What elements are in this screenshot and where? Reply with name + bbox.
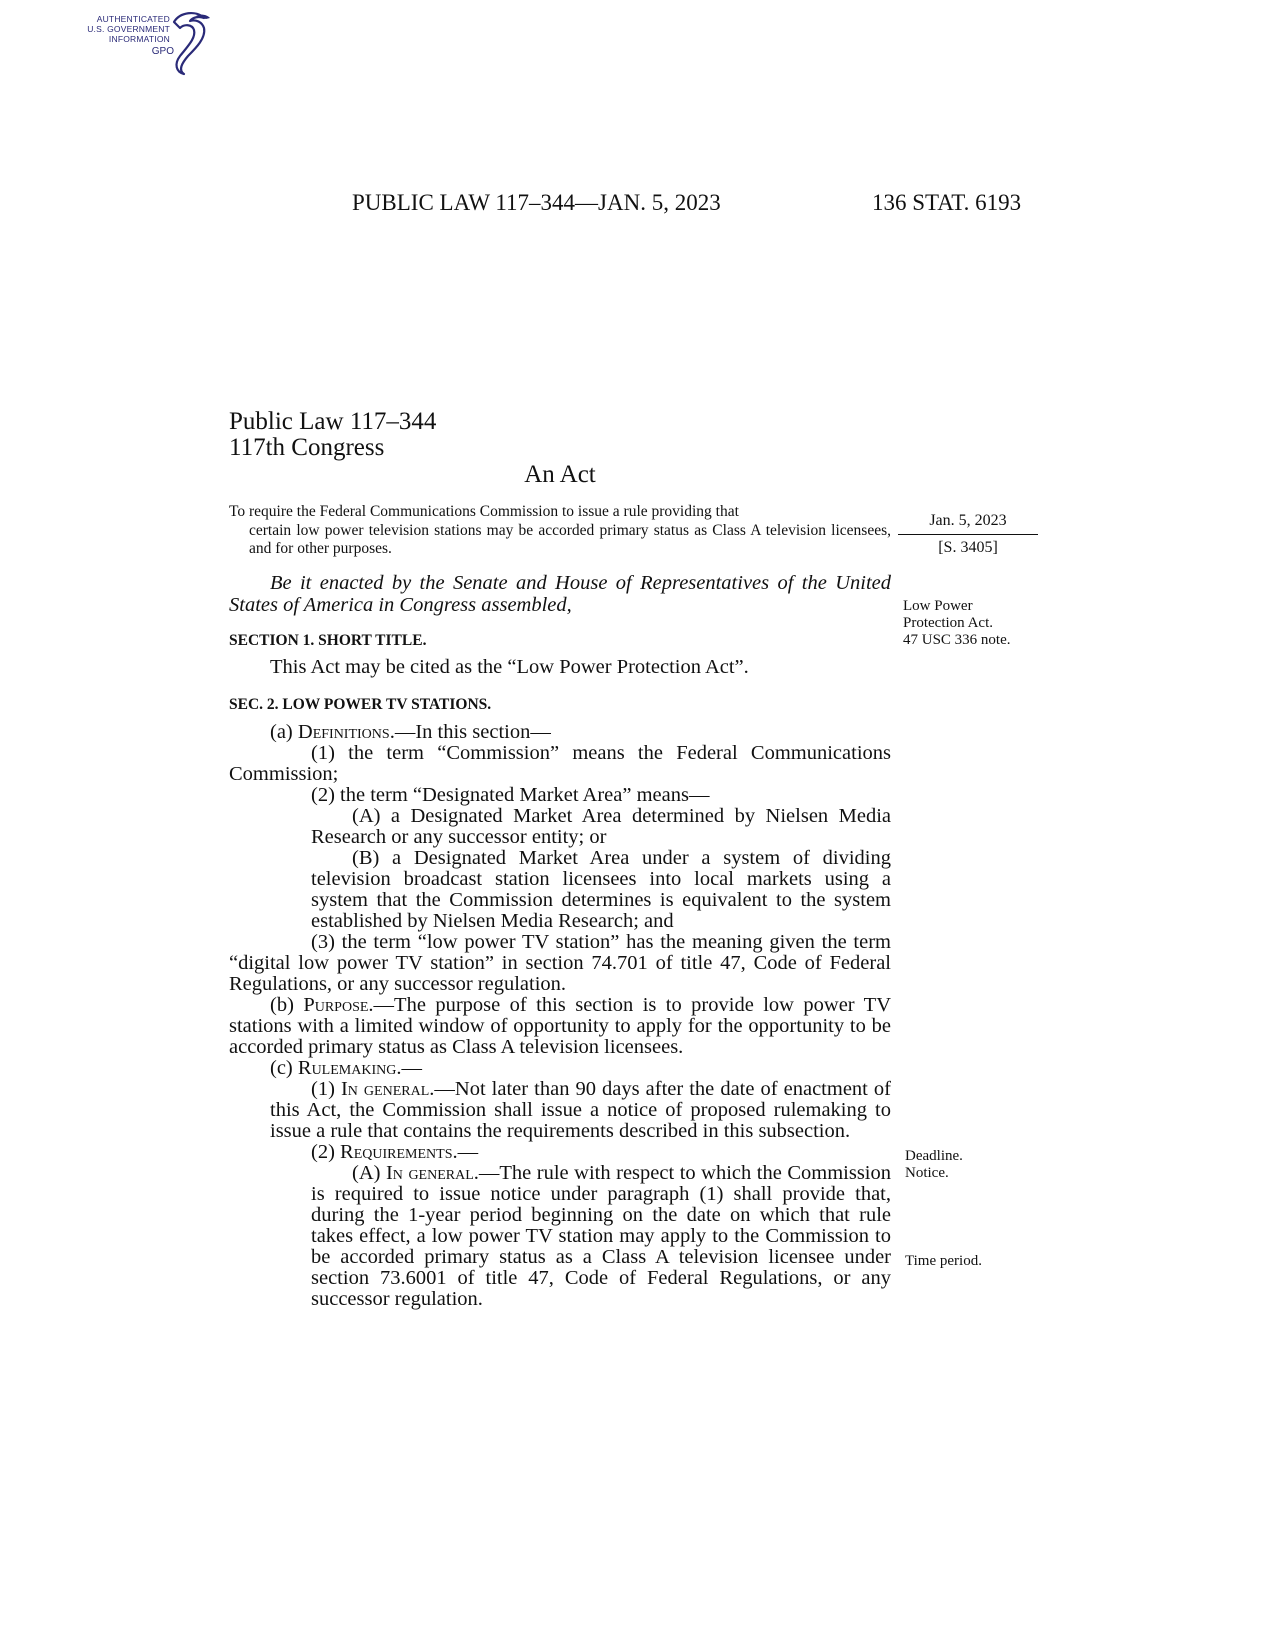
seal-text-information: INFORMATION [108,34,170,44]
margin-note-line: Protection Act. [903,615,993,631]
section-1-text [229,657,891,678]
enactment-date: Jan. 5, 2023 [929,512,1007,529]
long-title-continuation: certain low power television stations may be accorded primary status as Class A television licensees, and for other purposes. [249,521,891,557]
section-2-body [229,722,891,1310]
margin-note-line: Deadline. [905,1148,963,1164]
long-title-first-line: To require the Federal Communications Commission to issue a rule providing that [229,503,739,520]
margin-note-short-title [903,598,1011,649]
subsection-c [229,1058,891,1079]
subsection-a [229,722,891,743]
subparagraph-a2B: (B) a Designated Market Area under a system of dividing television broadcast station licensees into local markets using a system that the Commission determines is equivalent to the system established by Nielsen Media Research; and [311,847,891,932]
subsection-c-label: (c) [270,1057,298,1079]
paragraph-c1 [229,1079,891,1142]
paragraph-c2-caption: Requirements [340,1141,453,1163]
paragraph-c2 [229,1142,891,1163]
enactment-date-box [898,512,1038,557]
seal-text-gpo: GPO [151,46,174,57]
subsection-b-label: (b) [270,994,304,1016]
subparagraph-c2A-caption: In general [385,1162,474,1184]
subparagraph-c2A [229,1163,891,1310]
margin-note-time-period: Time period. [905,1253,982,1269]
subparagraph-a2A: (A) a Designated Market Area determined by Nielsen Media Research or any successor entity; or [311,805,891,848]
paragraph-c2-label: (2) [311,1141,341,1163]
subsection-a-text: .—In this section— [389,721,551,743]
eagle-icon [166,8,226,78]
section-2-heading: SEC. 2. LOW POWER TV STATIONS. [229,696,492,713]
subsection-a-caption: Definitions [297,721,390,743]
subsection-c-text: .— [396,1057,422,1079]
paragraph-c1-label: (1) [311,1078,341,1100]
paragraph-c2-text: .— [452,1141,479,1163]
short-title-paragraph: This Act may be cited as the “Low Power Protection Act”. [270,656,749,678]
bill-number: [S. 3405] [938,539,998,556]
subsection-b-caption: Purpose [303,994,369,1016]
public-law-number: Public Law 117–344 [229,408,437,435]
margin-note-line: Notice. [905,1165,949,1181]
subparagraph-c2A-label: (A) [352,1162,386,1184]
paragraph-a2: (2) the term “Designated Market Area” means— [311,784,710,806]
subparagraph-c2A-text: .—The rule with respect to which the Commission is required to issue notice under paragraph (1) shall provide that, during the 1-year period beginning on the date on which that rule takes effect, a low power TV station may apply to the Commission to be accorded primary status as a Class A television licensee under section 73.6001 of title 47, Code of Federal Regulations, or any successor regulation. [311,1162,891,1310]
paragraph-c1-text: .—Not later than 90 days after the date of enactment of this Act, the Commission shall issue a notice of proposed rulemaking to issue a rule that contains the requirements described in this subsection. [270,1078,891,1142]
an-act-heading: An Act [524,461,596,488]
gpo-authentication-seal [87,8,222,78]
congress-number: 117th Congress [229,434,385,461]
margin-note-line: 47 USC 336 note. [903,632,1011,648]
section-1-heading: SECTION 1. SHORT TITLE. [229,632,427,649]
margin-note-line: Low Power [903,598,973,614]
subsection-a-label: (a) [270,721,298,743]
running-header-law-date: PUBLIC LAW 117–344—JAN. 5, 2023 [352,190,721,215]
margin-note-deadline [905,1148,963,1182]
paragraph-c1-caption: In general [340,1078,430,1100]
enacting-clause: Be it enacted by the Senate and House of Representatives of the United States of America in Congress assembled, [229,572,891,616]
seal-text-authenticated: AUTHENTICATED [96,14,170,24]
paragraph-a1: (1) the term “Commission” means the Federal Communications Commission; [229,742,891,785]
running-header-stat-page: 136 STAT. 6193 [872,190,1022,215]
paragraph-a3: (3) the term “low power TV station” has the meaning given the term “digital low power TV station” in section 74.701 of title 47, Code of Federal Regulations, or any successor regulation. [229,931,891,995]
date-box-rule [898,534,1038,535]
subsection-b-text: .—The purpose of this section is to provide low power TV stations with a limited window of opportunity to apply for the opportunity to be accorded primary status as Class A television licensees. [229,994,891,1058]
subsection-c-caption: Rulemaking [297,1057,397,1079]
subsection-b [229,995,891,1058]
seal-text-government: U.S. GOVERNMENT [87,24,170,34]
long-title [229,503,891,559]
